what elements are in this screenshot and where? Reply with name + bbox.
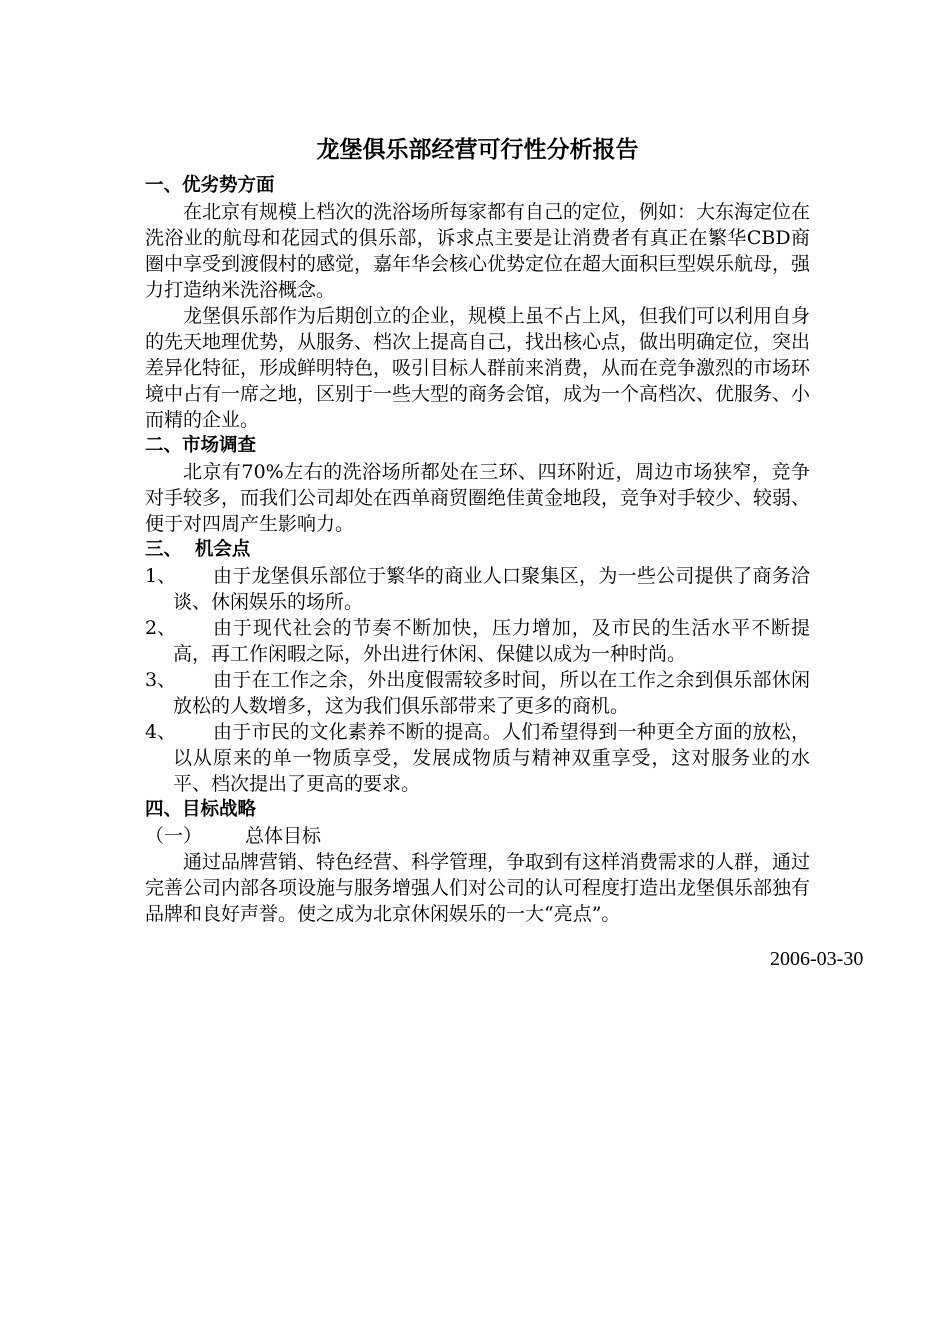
- document-body: [145, 173, 810, 927]
- section-heading: 四、目标战略: [145, 799, 257, 820]
- list-item-text: 由于市民的文化素养不断的提高。人们希望得到一种更全方面的放松，以从原来的单一物质享受，发展成物质与精神双重享受，这对服务业的水平、档次提出了更高的要求。: [173, 721, 810, 795]
- section-market-research: [145, 433, 810, 537]
- section-strategy: [145, 797, 810, 927]
- paragraph: 龙堡俱乐部作为后期创立的企业，规模上虽不占上风，但我们可以利用自身的先天地理优势，从服务、档次上提高自己，找出核心点，做出明确定位，突出差异化特征，形成鲜明特色，吸引目标人群前来消费，从而在竞争激烈的市场环境中占有一席之地，区别于一些大型的商务会馆，成为一个高档次、优服务、小而精的企业。: [145, 305, 811, 431]
- list-item-number: 1、: [145, 565, 177, 587]
- section-advantages: [145, 173, 810, 433]
- list-item-text: 由于现代社会的节奏不断加快，压力增加，及市民的生活水平不断提高，再工作闲暇之际，外出进行休闲、保健以成为一种时尚。: [173, 617, 810, 665]
- subsection-label: 总体目标: [245, 825, 322, 847]
- section-opportunities: [145, 537, 810, 797]
- list-item-text: 由于在工作之余，外出度假需较多时间，所以在工作之余到俱乐部休闲放松的人数增多，这为我们俱乐部带来了更多的商机。: [173, 669, 810, 717]
- paragraph: 北京有70%左右的洗浴场所都处在三环、四环附近，周边市场狭窄，竞争对手较多，而我们公司却处在西单商贸圈绝佳黄金地段，竞争对手较少、较弱、便于对四周产生影响力。: [145, 461, 811, 535]
- section-heading: 二、市场调查: [145, 435, 257, 456]
- subsection-heading: [145, 823, 810, 849]
- list-item-number: 3、: [145, 669, 177, 691]
- document-title: 龙堡俱乐部经营可行性分析报告: [316, 137, 639, 163]
- paragraph: 在北京有规模上档次的洗浴场所每家都有自己的定位，例如：大东海定位在洗浴业的航母和花园式的俱乐部，诉求点主要是让消费者有真正在繁华CBD商圈中享受到渡假村的感觉，嘉年华会核心优势定位在超大面积巨型娱乐航母，强力打造纳米洗浴概念。: [145, 201, 811, 301]
- list-item: [145, 719, 810, 797]
- list-item: [145, 667, 810, 719]
- list-item-text: 由于龙堡俱乐部位于繁华的商业人口聚集区，为一些公司提供了商务洽谈、休闲娱乐的场所。: [173, 565, 810, 613]
- list-item-number: 2、: [145, 617, 177, 639]
- section-heading: 三、 机会点: [145, 539, 251, 560]
- list-item: [145, 563, 810, 615]
- subsection-number: （一）: [145, 825, 203, 847]
- paragraph: 通过品牌营销、特色经营、科学管理，争取到有这样消费需求的人群，通过完善公司内部各项设施与服务增强人们对公司的认可程度打造出龙堡俱乐部独有品牌和良好声誉。使之成为北京休闲娱乐的一大“亮点”。: [145, 851, 811, 925]
- list-item-number: 4、: [145, 721, 177, 743]
- section-heading: 一、优劣势方面: [145, 175, 275, 196]
- document-date: 2006-03-30: [770, 948, 864, 970]
- list-item: [145, 615, 810, 667]
